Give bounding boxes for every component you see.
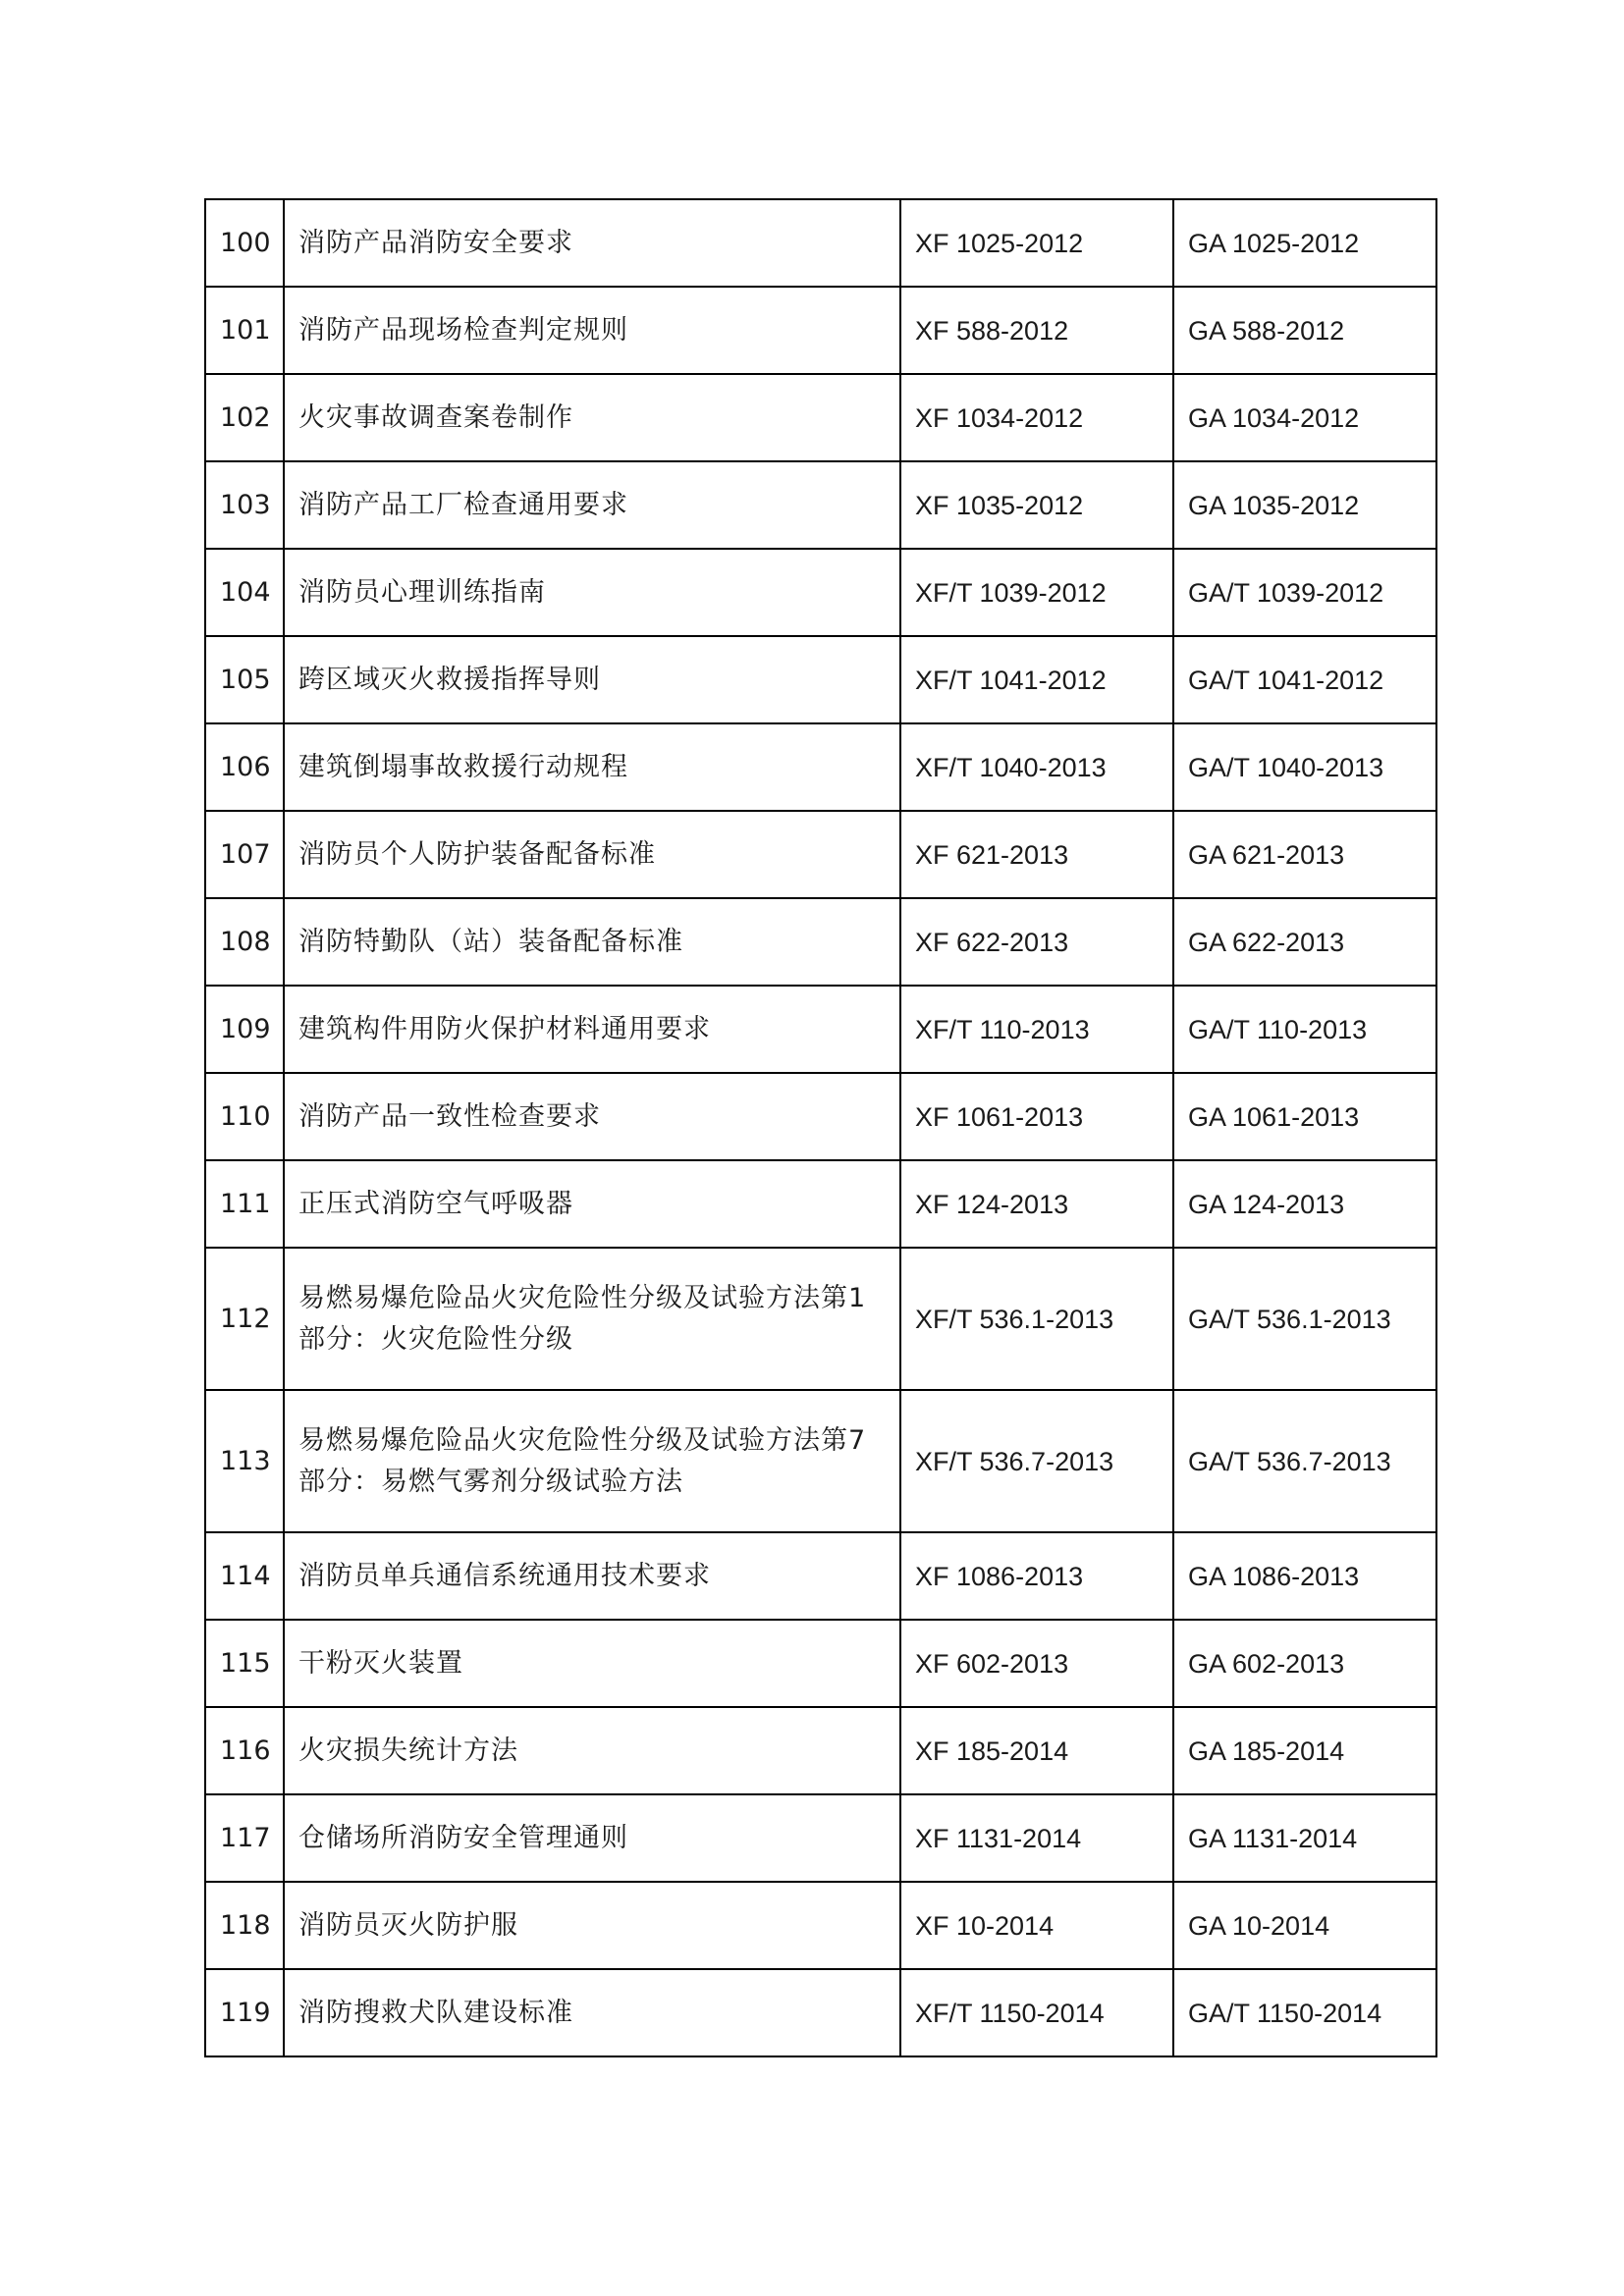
row-number: 105 xyxy=(205,636,284,723)
table-row xyxy=(205,1707,1436,1794)
ga-code: GA 1025-2012 xyxy=(1173,199,1436,287)
standard-name: 消防搜救犬队建设标准 xyxy=(284,1969,900,2056)
ga-code: GA/T 536.1-2013 xyxy=(1173,1248,1436,1390)
xf-code: XF 1034-2012 xyxy=(900,374,1173,461)
row-number: 112 xyxy=(205,1248,284,1390)
table-row xyxy=(205,549,1436,636)
standard-name: 消防产品工厂检查通用要求 xyxy=(284,461,900,549)
table-row xyxy=(205,287,1436,374)
row-number: 107 xyxy=(205,811,284,898)
ga-code: GA 10-2014 xyxy=(1173,1882,1436,1969)
ga-code: GA 124-2013 xyxy=(1173,1160,1436,1248)
row-number: 114 xyxy=(205,1532,284,1620)
row-number: 111 xyxy=(205,1160,284,1248)
xf-code: XF/T 1039-2012 xyxy=(900,549,1173,636)
xf-code: XF/T 1041-2012 xyxy=(900,636,1173,723)
ga-code: GA 1035-2012 xyxy=(1173,461,1436,549)
ga-code: GA/T 1039-2012 xyxy=(1173,549,1436,636)
standard-name: 火灾损失统计方法 xyxy=(284,1707,900,1794)
table-row xyxy=(205,1882,1436,1969)
ga-code: GA/T 1041-2012 xyxy=(1173,636,1436,723)
xf-code: XF/T 536.1-2013 xyxy=(900,1248,1173,1390)
table-row xyxy=(205,374,1436,461)
ga-code: GA 1086-2013 xyxy=(1173,1532,1436,1620)
ga-code: GA 602-2013 xyxy=(1173,1620,1436,1707)
standards-table xyxy=(204,198,1437,2057)
ga-code: GA 1131-2014 xyxy=(1173,1794,1436,1882)
table-row xyxy=(205,461,1436,549)
standard-name: 消防员灭火防护服 xyxy=(284,1882,900,1969)
xf-code: XF 621-2013 xyxy=(900,811,1173,898)
row-number: 106 xyxy=(205,723,284,811)
ga-code: GA 1034-2012 xyxy=(1173,374,1436,461)
row-number: 116 xyxy=(205,1707,284,1794)
ga-code: GA/T 110-2013 xyxy=(1173,986,1436,1073)
standard-name: 消防员心理训练指南 xyxy=(284,549,900,636)
row-number: 103 xyxy=(205,461,284,549)
row-number: 119 xyxy=(205,1969,284,2056)
row-number: 117 xyxy=(205,1794,284,1882)
row-number: 100 xyxy=(205,199,284,287)
xf-code: XF/T 536.7-2013 xyxy=(900,1390,1173,1532)
standard-name: 建筑倒塌事故救援行动规程 xyxy=(284,723,900,811)
table-row xyxy=(205,1969,1436,2056)
row-number: 108 xyxy=(205,898,284,986)
standard-name: 消防产品消防安全要求 xyxy=(284,199,900,287)
standard-name: 仓储场所消防安全管理通则 xyxy=(284,1794,900,1882)
table-row xyxy=(205,1620,1436,1707)
table-row xyxy=(205,1532,1436,1620)
xf-code: XF/T 1040-2013 xyxy=(900,723,1173,811)
standard-name: 消防产品一致性检查要求 xyxy=(284,1073,900,1160)
standard-name: 干粉灭火装置 xyxy=(284,1620,900,1707)
table-row xyxy=(205,986,1436,1073)
ga-code: GA 185-2014 xyxy=(1173,1707,1436,1794)
table-row xyxy=(205,811,1436,898)
xf-code: XF 10-2014 xyxy=(900,1882,1173,1969)
row-number: 101 xyxy=(205,287,284,374)
table-row xyxy=(205,1160,1436,1248)
row-number: 113 xyxy=(205,1390,284,1532)
ga-code: GA 1061-2013 xyxy=(1173,1073,1436,1160)
table-row xyxy=(205,636,1436,723)
row-number: 118 xyxy=(205,1882,284,1969)
xf-code: XF 1025-2012 xyxy=(900,199,1173,287)
row-number: 104 xyxy=(205,549,284,636)
table-row xyxy=(205,1390,1436,1532)
xf-code: XF 1131-2014 xyxy=(900,1794,1173,1882)
standard-name: 易燃易爆危险品火灾危险性分级及试验方法第1部分：火灾危险性分级 xyxy=(284,1248,900,1390)
standard-name: 消防员个人防护装备配备标准 xyxy=(284,811,900,898)
table-row xyxy=(205,1794,1436,1882)
ga-code: GA 588-2012 xyxy=(1173,287,1436,374)
xf-code: XF/T 1150-2014 xyxy=(900,1969,1173,2056)
ga-code: GA/T 536.7-2013 xyxy=(1173,1390,1436,1532)
standard-name: 易燃易爆危险品火灾危险性分级及试验方法第7部分：易燃气雾剂分级试验方法 xyxy=(284,1390,900,1532)
row-number: 102 xyxy=(205,374,284,461)
ga-code: GA/T 1040-2013 xyxy=(1173,723,1436,811)
row-number: 110 xyxy=(205,1073,284,1160)
ga-code: GA 621-2013 xyxy=(1173,811,1436,898)
table-row xyxy=(205,898,1436,986)
ga-code: GA/T 1150-2014 xyxy=(1173,1969,1436,2056)
table-row xyxy=(205,723,1436,811)
xf-code: XF 185-2014 xyxy=(900,1707,1173,1794)
standard-name: 建筑构件用防火保护材料通用要求 xyxy=(284,986,900,1073)
xf-code: XF 1086-2013 xyxy=(900,1532,1173,1620)
xf-code: XF 622-2013 xyxy=(900,898,1173,986)
row-number: 115 xyxy=(205,1620,284,1707)
xf-code: XF 1035-2012 xyxy=(900,461,1173,549)
table-row xyxy=(205,199,1436,287)
standard-name: 火灾事故调查案卷制作 xyxy=(284,374,900,461)
xf-code: XF 124-2013 xyxy=(900,1160,1173,1248)
standard-name: 消防特勤队（站）装备配备标准 xyxy=(284,898,900,986)
standard-name: 正压式消防空气呼吸器 xyxy=(284,1160,900,1248)
table-row xyxy=(205,1073,1436,1160)
standard-name: 消防产品现场检查判定规则 xyxy=(284,287,900,374)
standard-name: 跨区域灭火救援指挥导则 xyxy=(284,636,900,723)
xf-code: XF 588-2012 xyxy=(900,287,1173,374)
row-number: 109 xyxy=(205,986,284,1073)
xf-code: XF/T 110-2013 xyxy=(900,986,1173,1073)
standard-name: 消防员单兵通信系统通用技术要求 xyxy=(284,1532,900,1620)
xf-code: XF 602-2013 xyxy=(900,1620,1173,1707)
table-row xyxy=(205,1248,1436,1390)
xf-code: XF 1061-2013 xyxy=(900,1073,1173,1160)
ga-code: GA 622-2013 xyxy=(1173,898,1436,986)
